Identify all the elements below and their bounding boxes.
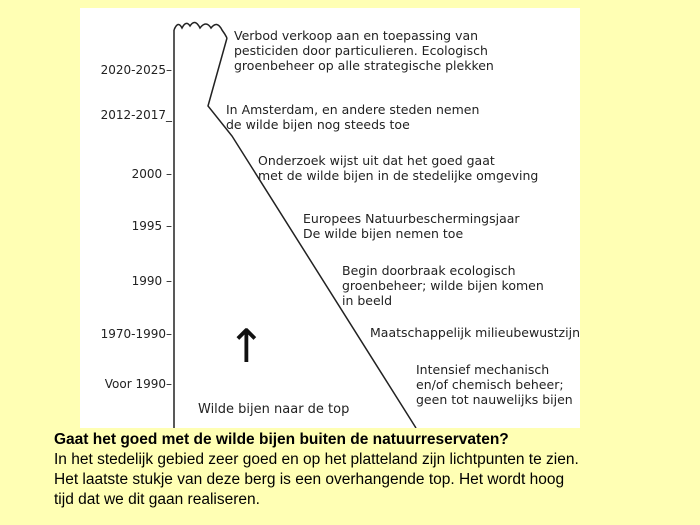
caption-body: In het stedelijk gebied zeer goed en op het platteland zijn lichtpunten te zien. Het laatste stukje van deze berg is een overhangende top. Het wordt hoog tijd dat we dit gaan realiseren. <box>54 451 579 508</box>
up-arrow-icon: ↑ <box>227 319 266 373</box>
event-1995: Europees Natuurbeschermingsjaar De wilde bijen nemen toe <box>303 211 520 241</box>
axis-tick-label: 2000 – <box>131 167 172 181</box>
event-2000: Onderzoek wijst uit dat het goed gaat met de wilde bijen in de stedelijke omgeving <box>258 153 539 183</box>
axis-tick-label: 2012-2017_ <box>100 108 172 122</box>
caption <box>54 430 694 510</box>
axis-tick-label: 1990 – <box>131 274 172 288</box>
bottom-label: Wilde bijen naar de top <box>198 402 350 417</box>
event-1990: Begin doorbraak ecologisch groenbeheer; wilde bijen komen in beeld <box>342 263 544 308</box>
event-1970-1990: Maatschappelijk milieubewustzijn <box>370 325 580 340</box>
axis-tick-label: 2020-2025– <box>100 63 172 77</box>
axis-tick-label: Voor 1990– <box>104 377 172 391</box>
bee-mountain-diagram <box>80 8 580 428</box>
event-voor-1990: Intensief mechanisch en/of chemisch beheer; geen tot nauwelijks bijen <box>416 362 573 407</box>
caption-title: Gaat het goed met de wilde bijen buiten de natuurreservaten? <box>54 431 509 448</box>
event-2012-2017: In Amsterdam, en andere steden nemen de wilde bijen nog steeds toe <box>226 102 480 132</box>
axis-tick-label: 1995 – <box>131 219 172 233</box>
axis-tick-label: 1970-1990– <box>100 327 172 341</box>
mountain-top-wave <box>174 22 227 38</box>
event-2020-2025: Verbod verkoop aan en toepassing van pesticiden door particulieren. Ecologisch groenbeheer op alle strategische plekken <box>234 28 494 73</box>
